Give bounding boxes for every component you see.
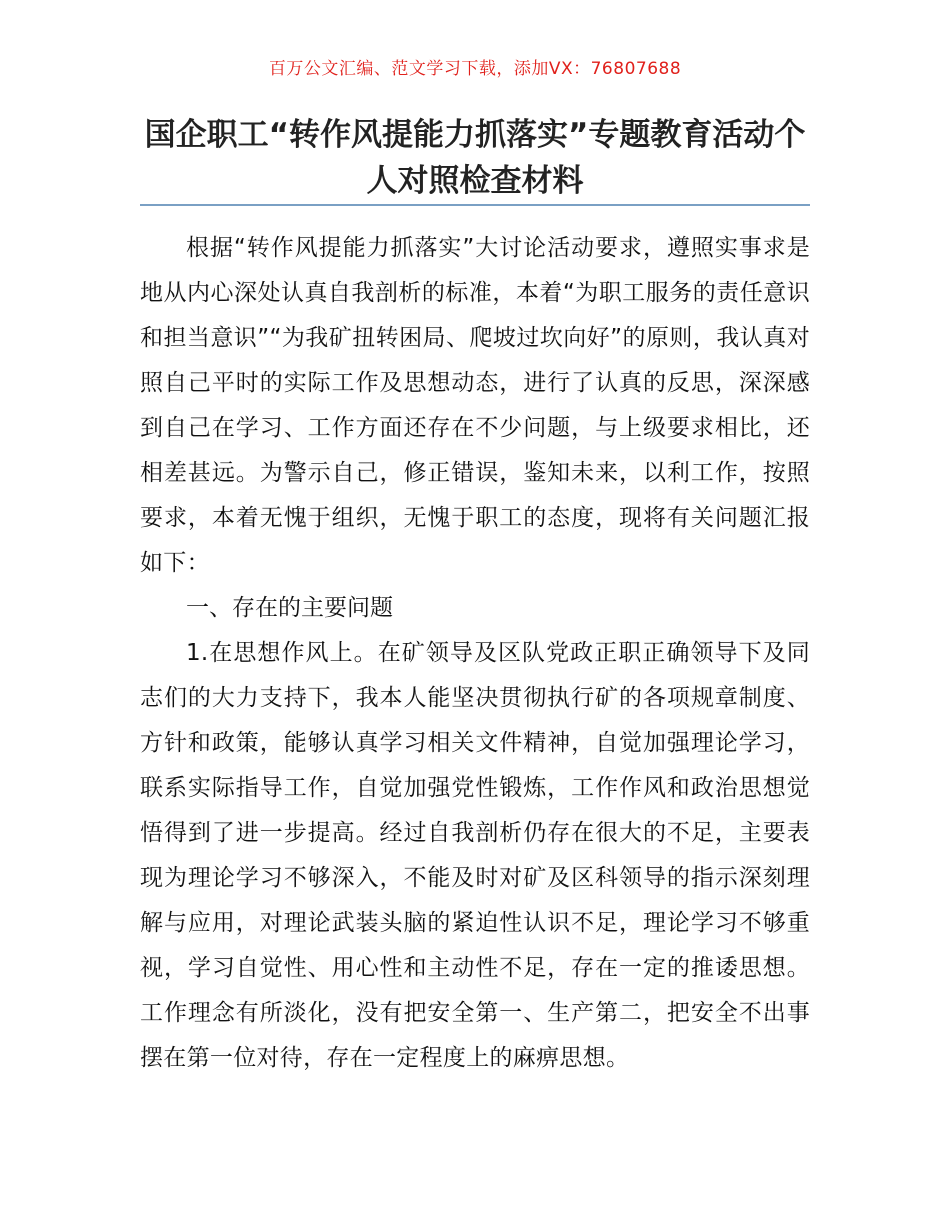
header-watermark-note: 百万公文汇编、范文学习下载，添加VX：76807688 [268,59,682,79]
section-heading-main-problems: 一、存在的主要问题 [186,595,393,621]
title-divider [140,204,810,206]
item-1-paragraph: 1.在思想作风上。在矿领导及区队党政正职正确领导下及同志们的大力支持下，我本人能坚决贯彻执行矿的各项规章制度、方针和政策，能够认真学习相关文件精神，自觉加强理论学习，联系实际指导工作，自觉加强党性锻炼，工作作风和政治思想觉悟得到了进一步提高。经过自我剖析仍存在很大的不足，主要表现为理论学习不够深入，不能及时对矿及区科领导的指示深刻理解与应用，对理论武装头脑的紧迫性认识不足，理论学习不够重视，学习自觉性、用心性和主动性不足，存在一定的推诿思想。工作理念有所淡化，没有把安全第一、生产第二，把安全不出事摆在第一位对待，存在一定程度上的麻痹思想。 [140,640,810,1071]
intro-paragraph: 根据“转作风提能力抓落实”大讨论活动要求，遵照实事求是地从内心深处认真自我剖析的标准，本着“为职工服务的责任意识和担当意识”“为我矿扭转困局、爬坡过坎向好”的原则，我认真对照自己平时的实际工作及思想动态，进行了认真的反思，深深感到自己在学习、工作方面还存在不少问题，与上级要求相比，还相差甚远。为警示自己，修正错误，鉴知未来，以利工作，按照要求，本着无愧于组织，无愧于职工的态度，现将有关问题汇报如下： [140,235,810,576]
document-title: 国企职工“转作风提能力抓落实”专题教育活动个人对照检查材料 [144,117,806,199]
document-body [140,226,810,1081]
